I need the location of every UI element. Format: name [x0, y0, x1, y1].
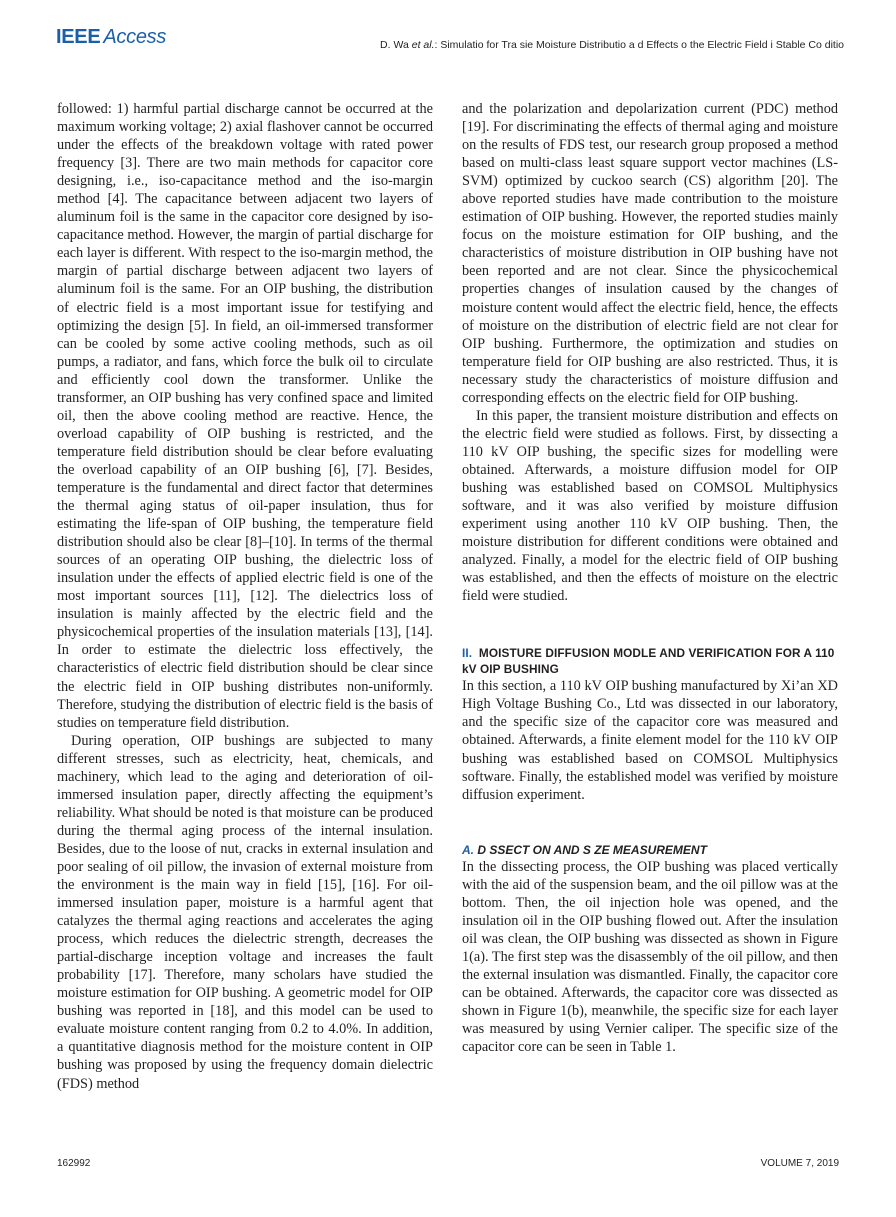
- journal-logo: [56, 26, 166, 49]
- logo-ieee: IEEE: [56, 26, 101, 48]
- volume-label: VOLUME 7, 2019: [760, 1158, 839, 1169]
- running-header: [380, 39, 844, 51]
- running-et-al: et al.: [411, 39, 435, 51]
- left-paragraph-1: followed: 1) harmful partial discharge cannot be occurred at the maximum working voltage; 2) axial flashover cannot be occurred under the effects of the breakdown voltage with rated power frequency [3]. There are two main methods for capacitor core designing, i.e., iso-capacitance method and the iso-margin method [4]. The capacitance between adjacent two layers of aluminum foil is the same in the capacitor core designed by iso-capacitance method. However, the margin of partial discharge for each layer is different. With respect to the iso-margin method, the margin of partial discharge between adjacent two layers of aluminum foil is the same. For an OIP bushing, the distribution of electric field is a most important issue for testifying and optimizing the design [5]. In field, an oil-immersed transformer can be cooled by some active cooling methods, such as oil pumps, a radiator, and fans, which force the bulk oil to circulate and efficiently cool down the transformer. Unlike the transformer, an OIP bushing has very confined space and limited oil, then the above cooling method are reactive. Hence, the overload capability of OIP bushing is restricted, and the temperature field distribution should be clear before evaluating the overload capability of an OIP bushing [6], [7]. Besides, temperature is the fundamental and direct factor that determines the thermal aging status of oil-paper insulation, thus for estimating the life-span of OIP bushing, the temperature field distribution should also be clear [8]–[10]. In terms of the thermal sources of an operating OIP bushing, the dielectric loss of insulation under the effects of applied electric field is one of the most important sources [11], [12]. The dielectrics loss of insulation is mainly affected by the electric field and the physicochemical properties of the insulation materials [13], [14]. In order to estimate the dielectric loss effectively, the characteristics of electric field distribution should be clear since the electric field in OIP bushing distributes non-uniformly. Therefore, studying the distribution of electric field is the basis of studies on temperature field distribution.: [57, 101, 433, 731]
- section-title: MOISTURE DIFFUSION MODLE AND VERIFICATION FOR A 110 kV OIP BUSHING: [462, 646, 835, 677]
- running-authors: D. Wa: [380, 39, 409, 51]
- left-column: [57, 100, 433, 1093]
- subsection-title: D SSECT ON AND S ZE MEASUREMENT: [477, 842, 707, 857]
- left-paragraph-2: During operation, OIP bushings are subjected to many different stresses, such as electricity, heat, chemicals, and machinery, which lead to the aging and deterioration of oil-immersed insulation paper, directly affecting the equipment’s reliability. What should be noted is that moisture can be produced during the thermal aging process of the internal insulation. Besides, due to the loose of nut, cracks in external insulation and poor sealing of oil pillow, the invasion of external moisture from the environment is the main way in field [15], [16]. For oil-immersed insulation paper, moisture is a harmful agent that catalyzes the thermal aging reactions and accelerates the aging process, which reduces the dielectric strength, decreases the partial-discharge inception voltage and increases the fault probability [17]. Therefore, many scholars have studied the moisture estimation for OIP bushing. A geometric model for OIP bushing was reported in [18], and this model can be used to evaluate moisture content ranging from 0.2 to 4.0%. In addition, a quantitative diagnosis method for the moisture content in OIP bushing was proposed by using the frequency domain dielectric (FDS) method: [57, 732, 433, 1092]
- right-paragraph-1: and the polarization and depolarization current (PDC) method [19]. For discriminating the effects of thermal aging and moisture on the results of FDS test, our research group proposed a method based on multi-class least square support vector machines (LS-SVM) optimized by cuckoo search (CS) algorithm [20]. The above reported studies have made contribution to the moisture estimation of OIP bushing. However, the reported studies mainly focus on the moisture estimation for OIP bushing, and the characteristics of moisture distribution in OIP bushing have not been reported and are not clear. Since the physicochemical properties changes of insulation caused by the changes of moisture content would affect the electric field, hence, the effects of moisture on the distribution of electric field are not clear for OIP bushing. Furthermore, the optimization and studies on temperature field for OIP bushing are also restricted. Thus, it is necessary study the characteristics of moisture diffusion and corresponding effects on the electric field for OIP bushing.: [462, 101, 838, 406]
- logo-access: Access: [103, 26, 167, 48]
- section-number: II.: [462, 646, 473, 661]
- page-header: [56, 26, 844, 52]
- right-column: [462, 100, 838, 1056]
- right-paragraph-3: In this section, a 110 kV OIP bushing manufactured by Xi’an XD High Voltage Bushing Co., Ltd was dissected in our laboratory, and the specific size of the capacitor core was measured and obtained. Afterwards, a finite element model for the 110 kV OIP bushing was established based on COMSOL Multiphysics software. Finally, the established model was verified by moisture diffusion experiment.: [462, 678, 838, 803]
- running-title: : Simulatio for Tra sie Moisture Distributio a d Effects o the Electric Field i Stable Co ditio: [434, 39, 844, 51]
- section-heading: [462, 645, 838, 677]
- right-paragraph-2: In this paper, the transient moisture distribution and effects on the electric field were studied as follows. First, by dissecting a 110 kV OIP bushing, the specific sizes for modelling were obtained. Afterwards, a moisture diffusion model for OIP bushing was established based on COMSOL Multiphysics software, and it was also verified by moisture diffusion experiment using another 110 kV OIP bushing. Then, the moisture distribution for different conditions were obtained and analyzed. Finally, a model for the electric field of OIP bushing was established, and then the effects of moisture on the electric field were studied.: [462, 407, 838, 605]
- subsection-heading: [462, 842, 838, 858]
- subsection-letter: A.: [462, 842, 474, 857]
- page-number: 162992: [57, 1158, 91, 1169]
- right-paragraph-4: In the dissecting process, the OIP bushing was placed vertically with the aid of the suspension beam, and the oil pillow was at the bottom. Then, the oil injection hole was opened, and the insulation oil in the OIP bushing flowed out. After the insulation oil was clean, the OIP bushing was dissected as shown in Figure 1(a). The first step was the disassembly of the oil pillow, and then the external insulation was dismantled. Finally, the capacitor core can be obtained. Afterwards, the capacitor core was dissected as shown in Figure 1(b), meanwhile, the specific size for each layer was measured by using Vernier caliper. The specific size of the capacitor core can be seen in Table 1.: [462, 858, 839, 1056]
